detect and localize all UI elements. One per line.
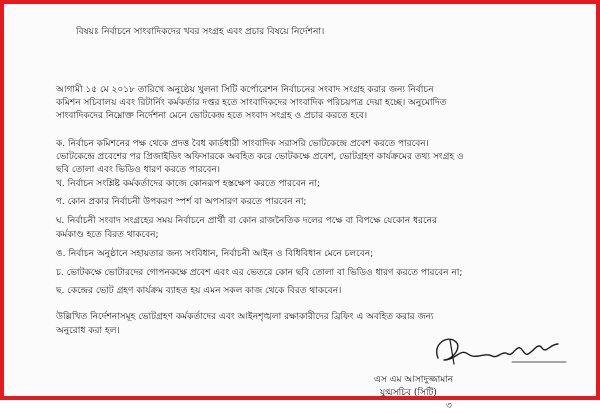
list-item: ছ. কেন্দ্রের ভোট গ্রহণ কার্যক্রম ব্যাহত হয় এমন সকল কাজ থেকে বিরত থাকবেন। xyxy=(56,286,342,296)
list-item: খ. নির্বাচন সংশ্লিষ্ট কর্মকর্তাদের কাজে কোনরূপ হস্তক্ষেপ করতে পারবেন না; xyxy=(56,179,320,189)
closing-line-2: অনুরোধ করা হল। xyxy=(56,326,120,336)
list-item: ঘ. নির্বাচনী সংবাদ সংগ্রহের সময় নির্বাচনে প্রার্থী বা কোন রাজনৈতিক দলের পক্ষে বা বিপক্ষে যেকোন ধরনের xyxy=(56,216,437,226)
signatory-name: এস এম আসাদুজ্জামান xyxy=(374,375,454,385)
signature-footnote: ৩ xyxy=(446,401,452,411)
list-item: কর্মকাণ্ড হতে বিরত থাকবেন; xyxy=(56,230,159,240)
list-item: ক. নির্বাচন কমিশনের পক্ষ থেকে প্রদত্ত বৈধ কার্ডধারী সাংবাদিক সরাসরি ভোটকেন্দ্রে প্রবেশ করতে পারবেন। xyxy=(56,139,429,149)
signatory-title: যুগ্মসচিব (সিটি) xyxy=(380,388,437,398)
intro-line-3: সাংবাদিকদের নিম্নোক্ত নির্দেশনা মেনে ভোটকেন্দ্র হতে সংবাদ সংগ্রহ ও প্রচার করতে হবে। xyxy=(56,111,368,121)
subject-line: বিষয়ঃ নির্বাচনে সাংবাদিকদের খবর সংগ্রহ এবং প্রচার বিষয়ে নির্দেশনা। xyxy=(76,27,325,37)
list-item: ভোটকেন্দ্রে প্রবেশের পর প্রিজাইডিং অফিসারকে অবহিত করে ভোটকক্ষে প্রবেশ, ভোটগ্রহণ কার্যক্রমের তথ্য সংগ্রহ ও xyxy=(56,152,464,162)
intro-line-1: আগামী ১৫ মে ২০১৮ তারিখে অনুষ্ঠেয় খুলনা সিটি কর্পোরেশন নির্বাচনের সংবাদ সংগ্রহ করার জন্য নির্বাচন xyxy=(56,85,434,95)
handwritten-signature xyxy=(426,326,576,376)
closing-line-1: উল্লিখিত নির্দেশনাসমূহ ভোটগ্রহণ কর্মকর্তাদের এবং আইনশৃঙ্খলা রক্ষাকারীদের ব্রিফিং এ অবহিত করার জন্য xyxy=(56,312,434,322)
list-item: গ. কোন প্রকার নির্বাচনী উপকরণ স্পর্শ বা অপসারণ করতে পারবেন না; xyxy=(56,197,307,207)
scanned-letter xyxy=(8,8,600,411)
list-item: ঙ. নির্বাচন অনুষ্ঠানে সহায়তার জন্য সংবিধান, নির্বাচনী আইন ও বিধিবিধান মেনে চলবেন; xyxy=(56,249,374,259)
intro-line-2: কমিশন সচিবালয় এবং রিটার্নিং কর্মকর্তার দপ্তর হতে সাংবাদিকদের সাংবাদিক পরিচয়পত্র দেয়া হচ্ছে। অনুমোদিত xyxy=(56,98,447,108)
list-item: চ. ভোটকক্ষে ভোটারদের গোপনকক্ষে প্রবেশ এবং এর ভেতরে কোন ছবি তোলা বা ভিডিও ধারণ করতে পারবেন না; xyxy=(56,268,463,278)
list-item: ছবি তোলা এবং ভিডিও ধারণ করতে পারবেন। xyxy=(56,165,220,175)
